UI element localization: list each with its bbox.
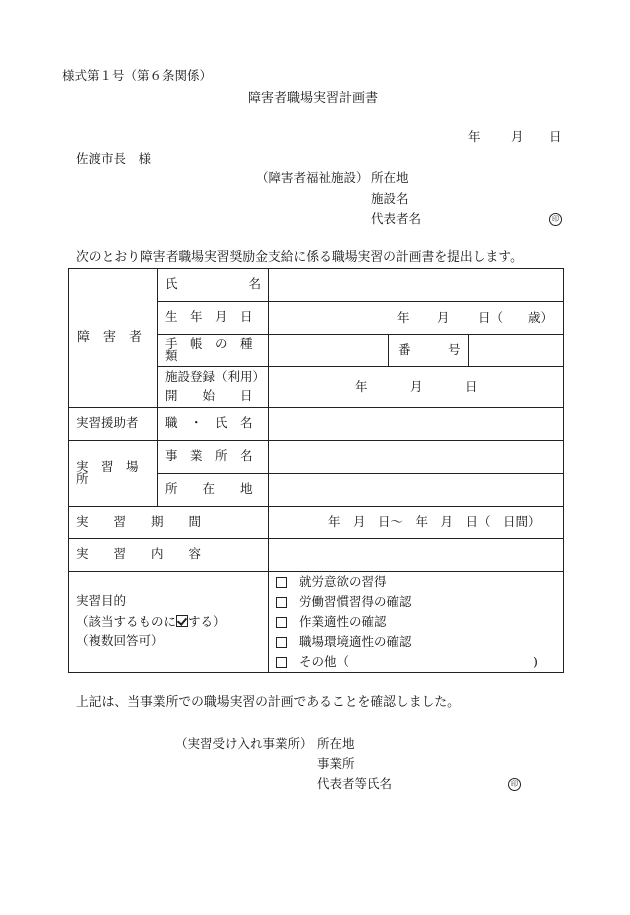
page-title: 障害者職場実習計画書 [248,91,379,106]
applicant-org-label: （障害者福祉施設） [256,170,369,185]
position-name-label: 職 ・ 氏 名 [165,415,253,431]
checkbox-icon[interactable] [276,617,287,628]
checkbox-icon[interactable] [276,637,287,648]
purpose-option-label: その他（ [299,654,350,669]
confirmation-text: 上記は、当事業所での職場実習の計画であることを確認しました。 [76,695,460,710]
date-day: 日 [549,129,562,144]
disabled-person-label: 障 害 者 [77,330,143,345]
checkbox-icon[interactable] [276,657,287,668]
facility-start-day: 日 [465,379,478,394]
host-office-label: 事業所 [317,756,355,771]
location-label: 所 在 地 [165,481,253,497]
purpose-option-3[interactable] [276,616,387,629]
host-address-label: 所在地 [317,736,355,751]
purpose-option-label: 職場環境適性の確認 [299,634,412,649]
applicant-facility-label: 施設名 [371,191,409,206]
checkbox-icon[interactable] [276,577,287,588]
host-org-label: （実習受け入れ事業所） [175,736,313,751]
applicant-seal-mark: 印 [549,213,562,226]
host-seal-mark: 印 [508,778,521,791]
purpose-option-1[interactable] [276,576,387,589]
date-year: 年 [468,129,481,144]
purpose-option-label: 就労意欲の習得 [299,574,387,589]
purpose-multi-note: （複数回答可） [76,633,164,648]
birthdate-year: 年 [397,310,410,325]
name-label: 氏 名 [165,276,261,292]
facility-registration-label: 施設登録（利用） [165,369,266,384]
number-label: 番 号 [398,341,461,357]
addressee: 佐渡市長 様 [76,151,152,166]
notebook-type-label: 手 帳 の 種 類 [165,335,266,363]
purpose-option-label: 労働習慣習得の確認 [299,594,412,609]
birthdate-day: 日（ [478,310,504,325]
supporter-label: 実習援助者 [76,415,139,431]
facility-start-month: 月 [410,379,423,394]
purpose-note-text: （該当するものに [76,614,177,629]
checkmark-icon [176,615,188,627]
office-name-label: 事 業 所 名 [165,448,253,464]
facility-start-year: 年 [355,379,368,394]
purpose-option-2[interactable] [276,596,412,609]
intro-text: 次のとおり障害者職場実習奨励金支給に係る職場実習の計画書を提出します。 [76,250,523,265]
purpose-note-text-end: する） [188,614,226,629]
birthdate-age: 歳） [528,310,554,325]
purpose-note [76,615,226,629]
purpose-label: 実習目的 [76,593,127,608]
content-label: 実 習 内 容 [76,546,202,562]
date-month: 月 [511,129,524,144]
checkbox-icon[interactable] [276,597,287,608]
purpose-option-4[interactable] [276,636,412,649]
host-rep-label: 代表者等氏名 [317,776,393,791]
period-label: 実 習 期 間 [76,513,202,529]
form-number: 様式第１号（第６条関係） [62,68,213,83]
purpose-option-5[interactable] [276,656,349,669]
period-value: 年 月 日～ 年 月 日（ 日間） [328,514,541,529]
applicant-rep-label: 代表者名 [371,211,422,226]
birthdate-month: 月 [437,310,450,325]
place-label: 実 習 場 所 [76,458,152,486]
applicant-address-label: 所在地 [371,170,409,185]
birthdate-label: 生 年 月 日 [165,309,253,325]
facility-start-date-label: 開 始 日 [165,388,253,403]
purpose-option-label: 作業適性の確認 [299,614,387,629]
other-close-paren: ) [533,654,538,669]
